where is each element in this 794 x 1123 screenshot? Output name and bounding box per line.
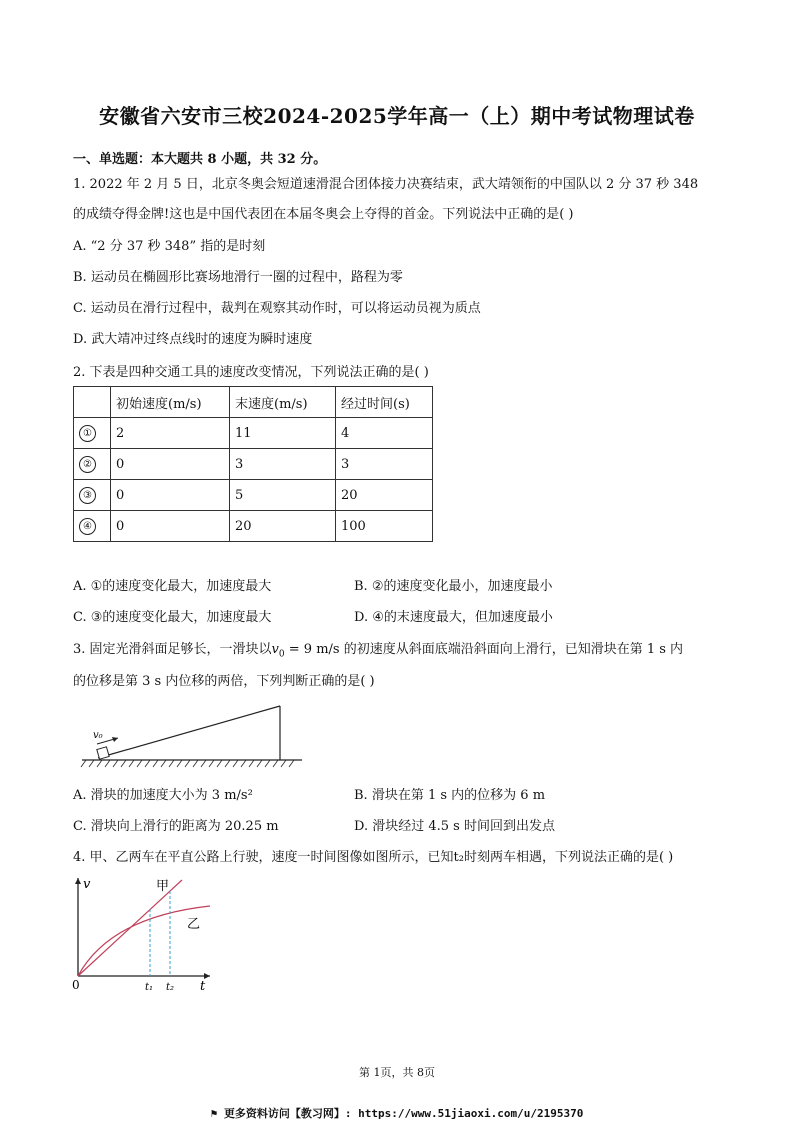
table-row <box>74 418 433 449</box>
v-axis-label: v <box>83 877 91 892</box>
q1-option-a: A. “2 分 37 秒 348” 指的是时刻 <box>73 239 266 254</box>
q1-stem-line1: 1. 2022 年 2 月 5 日，北京冬奥会短道速滑混合团体接力决赛结束，武大靖领衔的中国队以 2 分 37 秒 348 <box>73 177 699 192</box>
table-cell: 3 <box>230 449 336 480</box>
t-axis-label: t <box>200 979 206 994</box>
q3-v0-symbol: v <box>271 642 279 657</box>
table-header-cell: 经过时间(s) <box>336 387 433 418</box>
q2-option-b: B. ②的速度变化最小，加速度最小 <box>354 579 553 594</box>
q3-v0-subscript: 0 <box>278 649 285 660</box>
table-cell: 20 <box>336 480 433 511</box>
table-row <box>74 511 433 542</box>
table-header-cell <box>74 387 111 418</box>
table-row <box>74 449 433 480</box>
table-cell: 4 <box>336 418 433 449</box>
row-number: ① <box>79 425 96 442</box>
page-title: 安徽省六安市三校2024-2025学年高一（上）期中考试物理试卷 <box>99 104 695 128</box>
q2-option-d: D. ④的末速度最大，但加速度最小 <box>354 610 553 625</box>
v-axis-arrow <box>75 878 81 884</box>
vt-graph <box>70 872 220 994</box>
slider-block <box>97 747 109 759</box>
table-cell: 0 <box>111 511 230 542</box>
q3-option-c: C. 滑块向上滑行的距离为 20.25 m <box>73 819 279 834</box>
incline-figure <box>80 700 305 772</box>
q4-stem: 4. 甲、乙两车在平直公路上行驶，速度一时间图像如图所示，已知t₂时刻两车相遇，下列说法正确的是( ) <box>73 850 674 865</box>
q1-option-b: B. 运动员在椭圆形比赛场地滑行一圈的过程中，路程为零 <box>73 270 403 285</box>
table-header-row <box>74 387 433 418</box>
table-cell: 5 <box>230 480 336 511</box>
q3-option-b: B. 滑块在第 1 s 内的位移为 6 m <box>354 788 546 803</box>
q3-stem-part2: = 9 m/s 的初速度从斜面底端沿斜面向上滑行，已知滑块在第 1 s 内 <box>284 642 684 657</box>
t1-label: t₁ <box>145 982 154 993</box>
origin-label: 0 <box>72 978 80 992</box>
table-cell: 2 <box>111 418 230 449</box>
incline-surface <box>98 706 280 758</box>
q2-option-a: A. ①的速度变化最大，加速度最大 <box>73 579 272 594</box>
yi-label: 乙 <box>187 917 201 932</box>
table-row <box>74 480 433 511</box>
section-heading: 一、单选题：本大题共 8 小题，共 32 分。 <box>73 152 327 167</box>
q2-option-c: C. ③的速度变化最大，加速度最大 <box>73 610 272 625</box>
q3-stem-line1 <box>73 641 683 664</box>
jia-label: 甲 <box>156 879 170 894</box>
resource-banner-link[interactable]: ⚑ 更多资料访问【教习网】: https://www.51jiaoxi.com/u/2195370 <box>210 1107 584 1120</box>
q1-option-c: C. 运动员在滑行过程中，裁判在观察其动作时，可以将运动员视为质点 <box>73 301 481 316</box>
t2-label: t₂ <box>166 982 175 993</box>
page-footer: 第 1页，共 8页 <box>359 1066 435 1079</box>
table-cell: 0 <box>111 480 230 511</box>
table-cell: 3 <box>336 449 433 480</box>
table-cell: 11 <box>230 418 336 449</box>
row-number: ③ <box>79 487 96 504</box>
q2-stem: 2. 下表是四种交通工具的速度改变情况，下列说法正确的是( ) <box>73 365 429 380</box>
q3-stem-part1: 3. 固定光滑斜面足够长，一滑块以 <box>73 642 272 657</box>
q3-option-d: D. 滑块经过 4.5 s 时间回到出发点 <box>354 819 555 834</box>
table-cell: 20 <box>230 511 336 542</box>
v0-label: v₀ <box>93 730 103 741</box>
table-cell: 0 <box>111 449 230 480</box>
table-header-cell: 初始速度(m/s) <box>111 387 230 418</box>
speed-table <box>73 386 433 542</box>
row-number: ② <box>79 456 96 473</box>
table-cell: 100 <box>336 511 433 542</box>
q1-option-d: D. 武大靖冲过终点线时的速度为瞬时速度 <box>73 332 313 347</box>
q3-stem-line2: 的位移是第 3 s 内位移的两倍，下列判断正确的是( ) <box>73 674 375 689</box>
row-number: ④ <box>79 518 96 535</box>
q3-option-a: A. 滑块的加速度大小为 3 m/s² <box>73 788 253 803</box>
ground-hatching <box>81 760 294 767</box>
q1-stem-line2: 的成绩夺得金牌!这也是中国代表团在本届冬奥会上夺得的首金。下列说法中正确的是( ) <box>73 207 574 222</box>
table-header-cell: 末速度(m/s) <box>230 387 336 418</box>
